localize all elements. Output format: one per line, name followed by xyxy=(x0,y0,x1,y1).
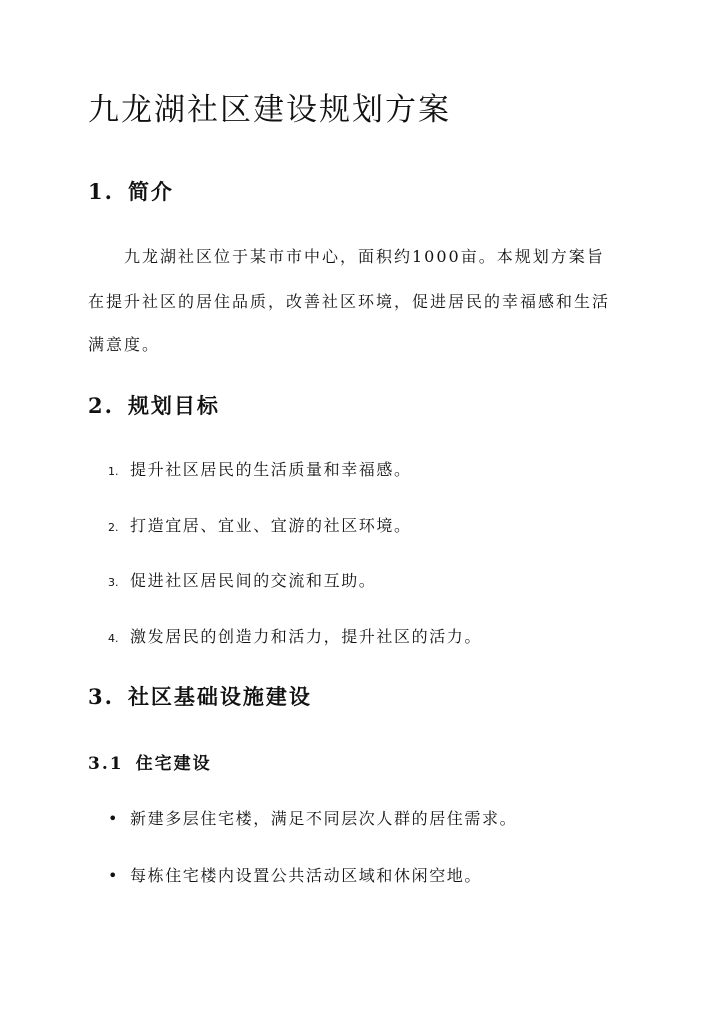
document-title: 九龙湖社区建设规划方案 xyxy=(88,92,451,128)
list-item xyxy=(108,624,482,647)
section-number: 3. xyxy=(88,684,114,709)
list-item xyxy=(108,457,412,480)
subsection-number: 3.1 xyxy=(88,754,124,774)
section-title: 规划目标 xyxy=(127,393,220,418)
bullet-item xyxy=(108,863,482,886)
list-item xyxy=(108,513,412,536)
section-title: 社区基础设施建设 xyxy=(127,684,312,709)
list-item xyxy=(108,568,376,591)
list-item-text: 促进社区居民间的交流和互助。 xyxy=(130,571,377,590)
section-title: 简介 xyxy=(127,179,174,204)
list-number: 4. xyxy=(108,632,119,645)
list-number: 1. xyxy=(108,465,119,478)
subsection-heading-housing xyxy=(88,749,212,774)
intro-paragraph-line-2: 在提升社区的居住品质，改善社区环境，促进居民的幸福感和生活 xyxy=(88,292,611,311)
list-item-text: 打造宜居、宜业、宜游的社区环境。 xyxy=(130,516,412,535)
section-heading-infrastructure xyxy=(88,681,312,711)
list-number: 2. xyxy=(108,521,119,534)
section-number: 1. xyxy=(88,179,114,204)
bullet-marker: • xyxy=(108,809,118,828)
list-item-text: 激发居民的创造力和活力，提升社区的活力。 xyxy=(130,627,483,646)
section-heading-goals xyxy=(88,390,220,420)
section-number: 2. xyxy=(88,393,114,418)
list-number: 3. xyxy=(108,576,119,589)
bullet-marker: • xyxy=(108,866,118,885)
intro-paragraph-line-3: 满意度。 xyxy=(88,335,161,354)
section-heading-introduction xyxy=(88,176,174,206)
list-item-text: 提升社区居民的生活质量和幸福感。 xyxy=(130,460,412,479)
bullet-item-text: 新建多层住宅楼，满足不同层次人群的居住需求。 xyxy=(130,809,518,828)
bullet-item xyxy=(108,806,517,829)
subsection-title: 住宅建设 xyxy=(135,754,212,774)
intro-paragraph-line-1: 九龙湖社区位于某市市中心，面积约1000亩。本规划方案旨 xyxy=(124,247,605,266)
bullet-item-text: 每栋住宅楼内设置公共活动区域和休闲空地。 xyxy=(130,866,483,885)
